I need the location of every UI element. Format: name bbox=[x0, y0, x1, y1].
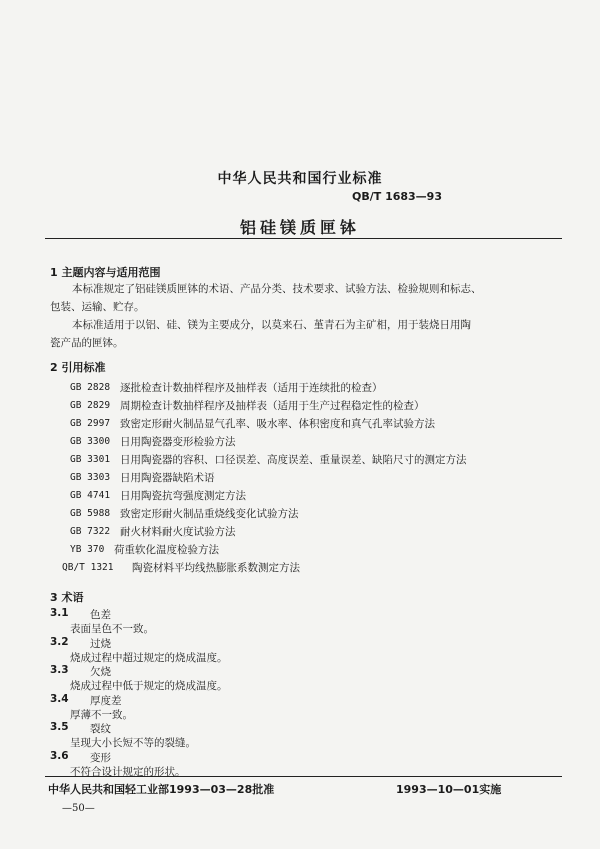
effective-date: 1993—10—01实施 bbox=[396, 783, 502, 796]
ref-title: 日用陶瓷器变形检验方法 bbox=[120, 436, 236, 448]
term-definition: 烧成过程中低于规定的烧成温度。 bbox=[70, 680, 228, 692]
term-definition: 呈现大小长短不等的裂缝。 bbox=[70, 737, 196, 749]
term-definition: 不符合设计规定的形状。 bbox=[70, 765, 186, 778]
term-number: 3.5 bbox=[50, 721, 69, 733]
term-number: 3.6 bbox=[50, 749, 69, 762]
ref-code: GB 2997 bbox=[70, 418, 111, 429]
term-name: 变形 bbox=[90, 751, 111, 764]
standard-code: QB/T 1683—93 bbox=[351, 190, 442, 203]
ref-title: 荷重软化温度检验方法 bbox=[114, 544, 219, 556]
term-definition: 厚薄不一致。 bbox=[70, 708, 133, 721]
ref-title: 日用陶瓷器的容积、口径误差、高度误差、重量误差、缺陷尺寸的测定方法 bbox=[120, 454, 467, 466]
term-name: 色差 bbox=[90, 609, 111, 621]
ref-code: GB 2828 bbox=[70, 382, 111, 393]
term-definition: 烧成过程中超过规定的烧成温度。 bbox=[70, 651, 228, 664]
section-1-heading: 1 主题内容与适用范围 bbox=[50, 266, 161, 279]
ref-code: GB 3303 bbox=[70, 472, 111, 483]
approval-date: 中华人民共和国轻工业部1993—03—28批准 bbox=[48, 783, 275, 796]
page-number: —50— bbox=[62, 803, 95, 814]
section-1-para1-line1: 本标准规定了铝硅镁质匣钵的术语、产品分类、技术要求、试验方法、检验规则和标志、 bbox=[72, 283, 482, 295]
ref-title: 逐批检查计数抽样程序及抽样表（适用于连续批的检查） bbox=[120, 382, 383, 394]
term-definition: 表面呈色不一致。 bbox=[70, 623, 154, 635]
term-number: 3.1 bbox=[50, 607, 69, 619]
ref-code: GB 5988 bbox=[70, 508, 111, 519]
term-number: 3.4 bbox=[50, 692, 69, 705]
ref-code: GB 4741 bbox=[70, 490, 111, 501]
ref-title: 致密定形耐火制品显气孔率、吸水率、体积密度和真气孔率试验方法 bbox=[120, 418, 435, 430]
section-2-heading: 2 引用标准 bbox=[50, 361, 106, 374]
term-name: 裂纹 bbox=[90, 723, 111, 735]
term-name: 厚度差 bbox=[90, 694, 122, 707]
ref-title: 日用陶瓷器缺陷术语 bbox=[120, 472, 215, 484]
term-name: 欠烧 bbox=[90, 666, 111, 678]
ref-code: GB 7322 bbox=[70, 526, 111, 537]
ref-title: 致密定形耐火制品重烧线变化试验方法 bbox=[120, 508, 299, 520]
section-1-para2-line2: 瓷产品的匣钵。 bbox=[50, 337, 124, 349]
section-1-para2-line1: 本标准适用于以铝、硅、镁为主要成分，以莫来石、堇青石为主矿相，用于装烧日用陶 bbox=[72, 319, 471, 331]
ref-code: YB 370 bbox=[70, 544, 105, 555]
organization-header: 中华人民共和国行业标准 bbox=[217, 171, 383, 187]
ref-title: 耐火材料耐火度试验方法 bbox=[120, 526, 236, 538]
section-1-para1-line2: 包装、运输、贮存。 bbox=[50, 301, 145, 313]
ref-title: 日用陶瓷抗弯强度测定方法 bbox=[120, 490, 246, 502]
title-divider bbox=[45, 238, 562, 239]
document-title: 铝硅镁质匣钵 bbox=[239, 218, 360, 237]
ref-code: GB 2829 bbox=[70, 400, 111, 411]
ref-title: 周期检查计数抽样程序及抽样表（适用于生产过程稳定性的检查） bbox=[120, 400, 425, 412]
ref-code: GB 3300 bbox=[70, 436, 111, 447]
ref-code: QB/T 1321 bbox=[62, 562, 114, 573]
ref-code: GB 3301 bbox=[70, 454, 111, 465]
section-3-heading: 3 术语 bbox=[50, 591, 84, 604]
term-number: 3.2 bbox=[50, 635, 69, 648]
term-name: 过烧 bbox=[90, 637, 111, 650]
ref-title: 陶瓷材料平均线热膨胀系数测定方法 bbox=[132, 562, 300, 574]
term-number: 3.3 bbox=[50, 664, 69, 676]
